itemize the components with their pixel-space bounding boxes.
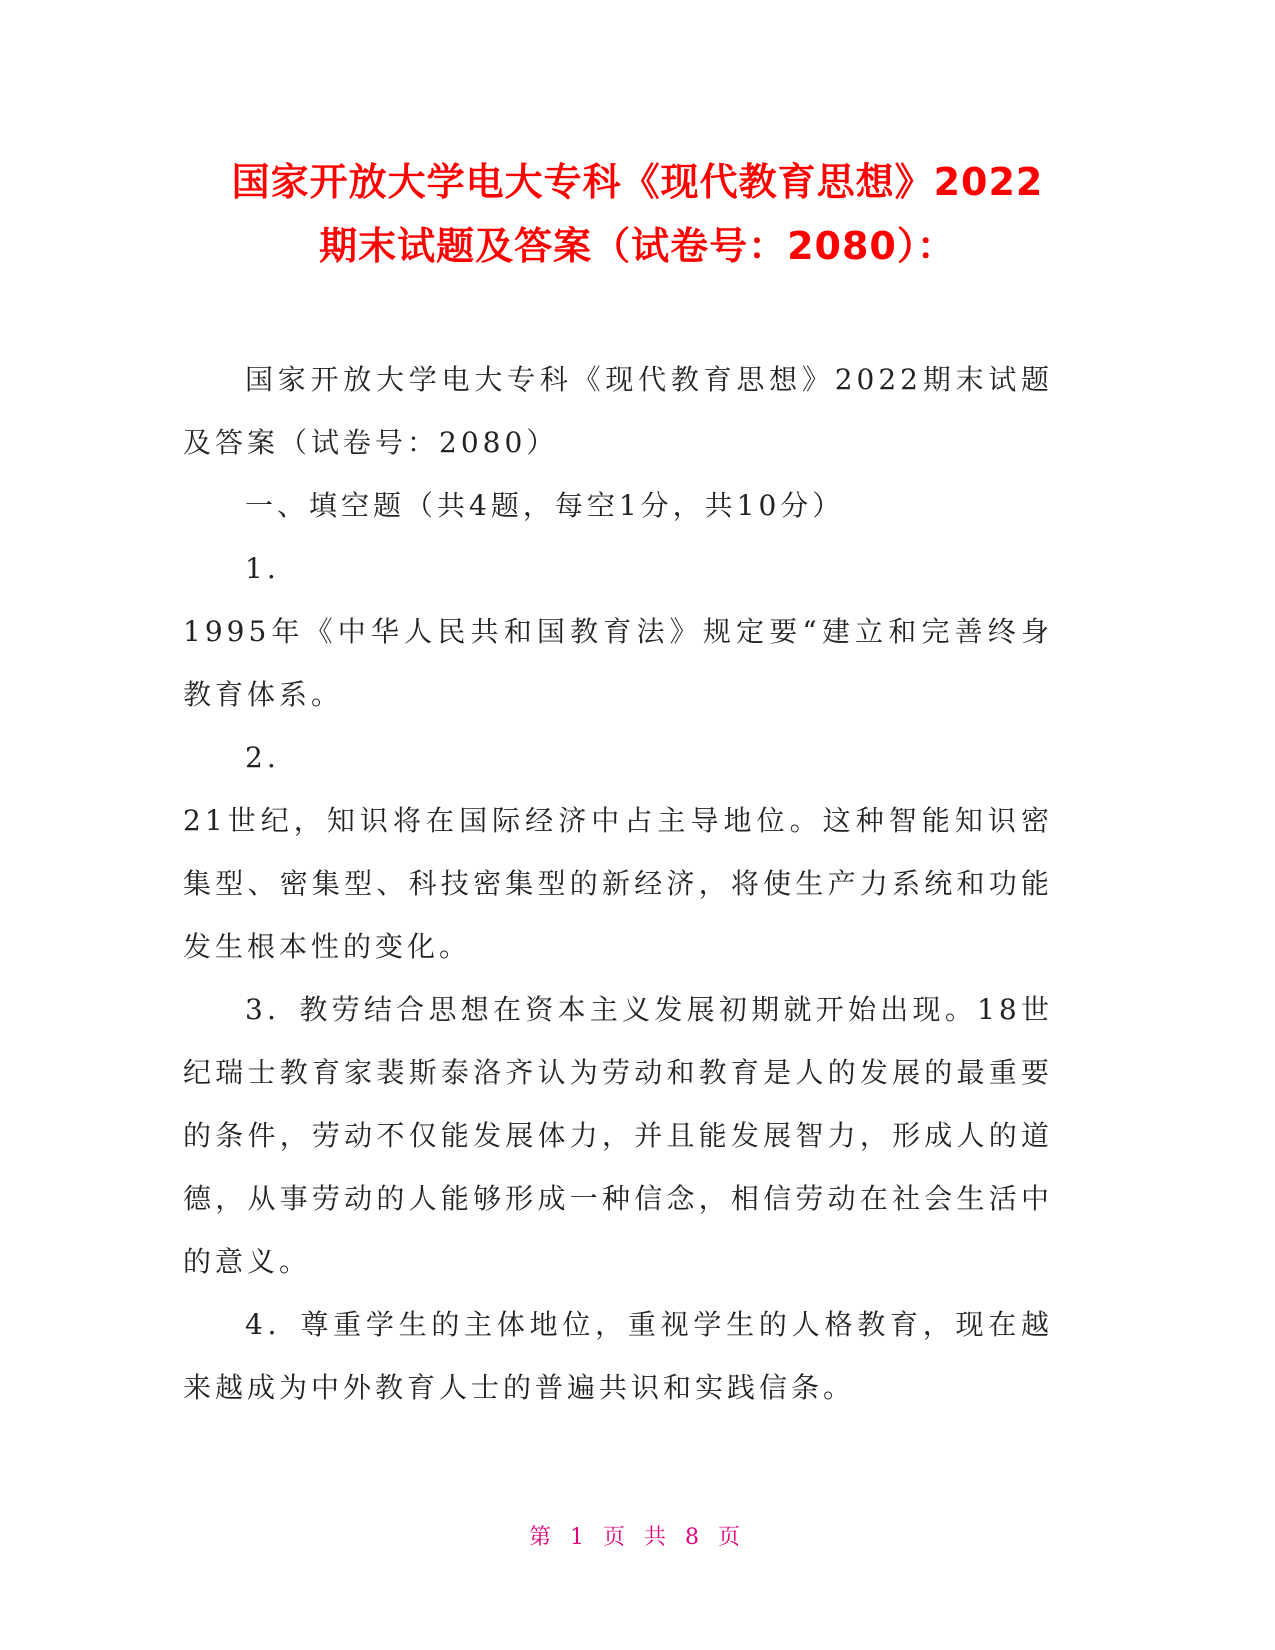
title-line-1: 国家开放大学电大专科《现代教育思想》2022: [231, 160, 1044, 204]
section-heading: 一、填空题（共4题，每空1分，共10分）: [245, 489, 845, 522]
question-4: 4．尊重学生的主体地位，重视学生的人格教育，现在越来越成为中外教育人士的普遍共识和实践信条。: [183, 1308, 1053, 1404]
question-number-1: 1.: [245, 552, 280, 585]
question-number-2: 2.: [245, 741, 280, 774]
page-footer: 第 1 页 共 8 页: [529, 1525, 746, 1550]
question-text-2: 21世纪，知识将在国际经济中占主导地位。这种智能知识密集型、密集型、科技密集型的新经济，将使生产力系统和功能发生根本性的变化。: [183, 804, 1053, 963]
document-body: [183, 348, 1053, 1419]
intro-paragraph: 国家开放大学电大专科《现代教育思想》2022期末试题及答案（试卷号：2080）: [183, 363, 1053, 459]
question-text-1: 1995年《中华人民共和国教育法》规定要“建立和完善终身教育体系。: [183, 615, 1053, 711]
title-line-2: 期末试题及答案（试卷号：2080）：: [319, 224, 956, 268]
document-title: [170, 150, 1105, 278]
question-3: 3．教劳结合思想在资本主义发展初期就开始出现。18世纪瑞士教育家裴斯泰洛齐认为劳动和教育是人的发展的最重要的条件，劳动不仅能发展体力，并且能发展智力，形成人的道德，从事劳动的人能够形成一种信念，相信劳动在社会生活中的意义。: [183, 993, 1053, 1278]
